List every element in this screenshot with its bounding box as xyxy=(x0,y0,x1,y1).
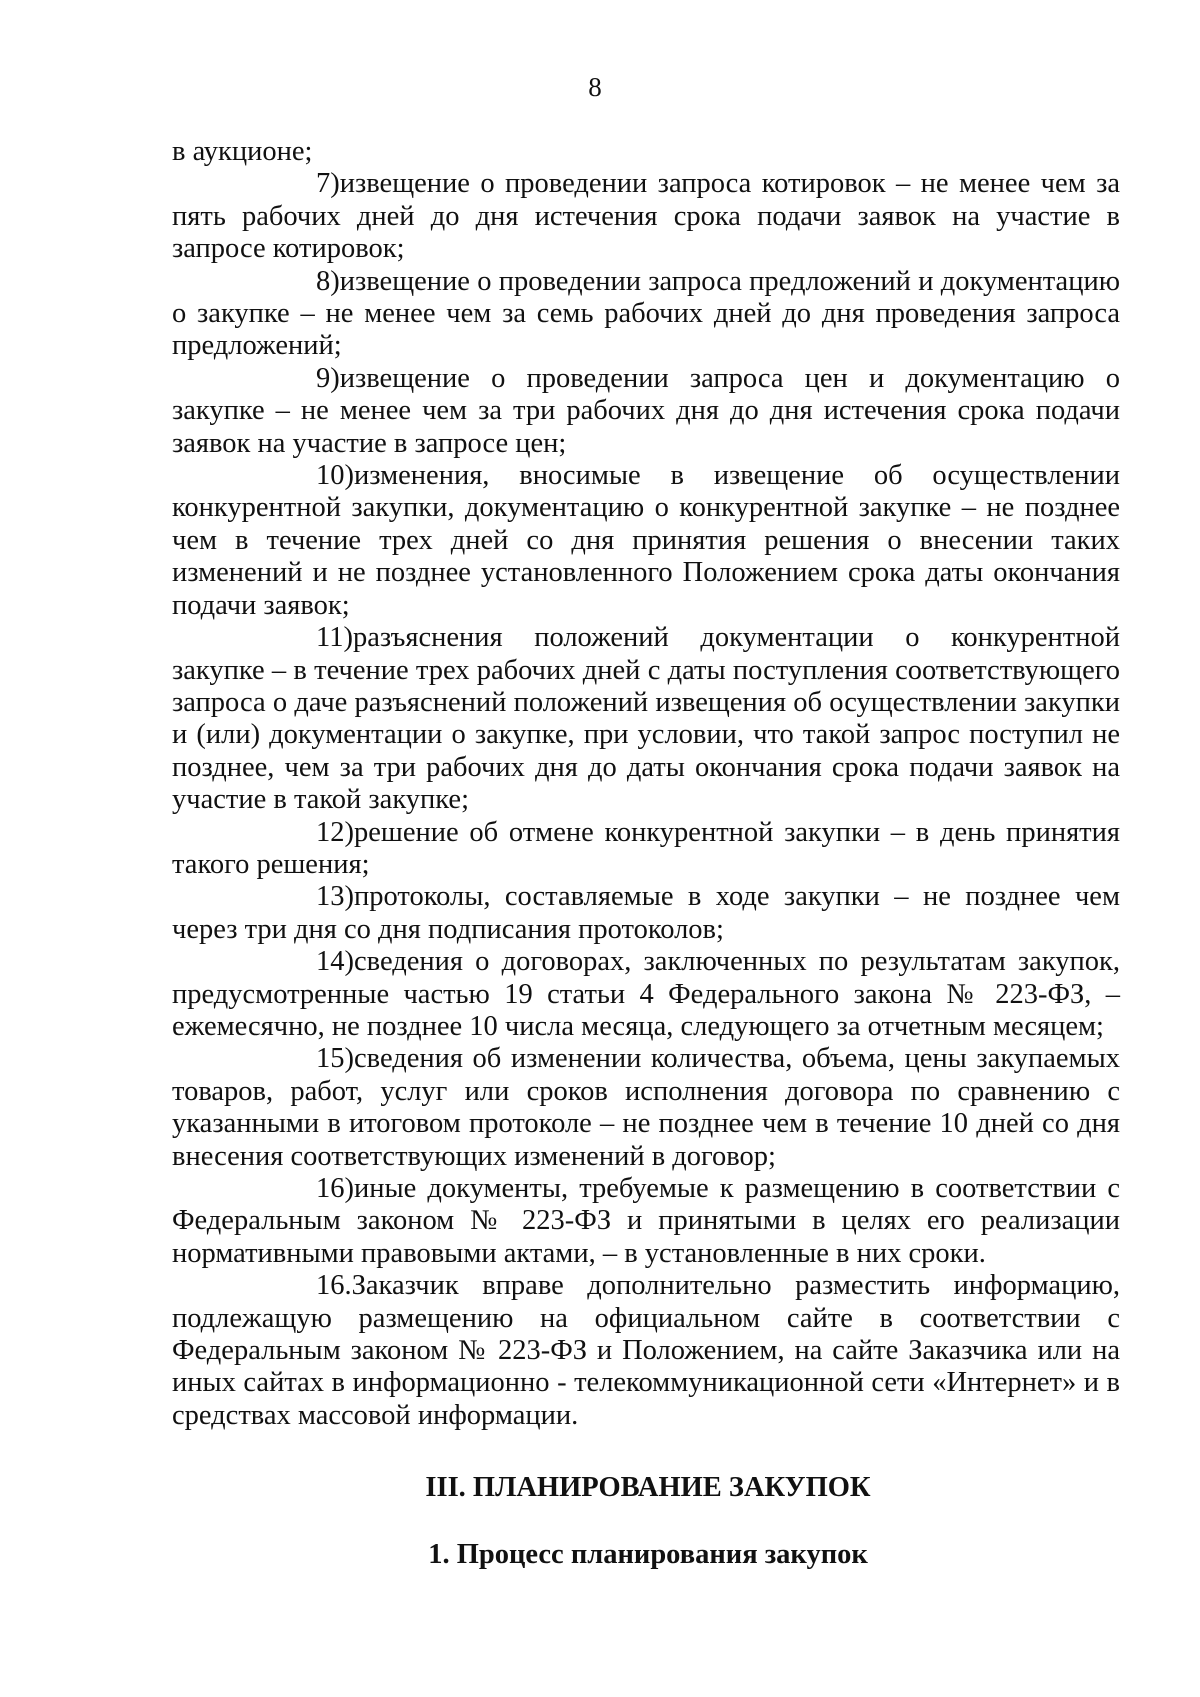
intro-line: в аукционе; xyxy=(172,136,313,167)
section-heading: III. ПЛАНИРОВАНИЕ ЗАКУПОК xyxy=(425,1472,871,1503)
item-text: иные документы, требуемые к размещению в соответствии с Федеральным законом № 223-ФЗ и принятыми в целях его реализации нормативными правовыми актами, – в установленные в них сроки. xyxy=(172,1173,1120,1269)
item-number: 14) xyxy=(316,946,354,978)
clause-number: 16. xyxy=(316,1270,352,1302)
item-number: 12) xyxy=(316,816,354,848)
item-text: решение об отмене конкурентной закупки – в день принятия такого решения; xyxy=(172,816,1120,880)
item-number: 8) xyxy=(316,265,340,297)
list-item xyxy=(172,817,1120,882)
item-text: сведения об изменении количества, объема, цены закупаемых товаров, работ, услуг или сроков исполнения договора по сравнению с указанными в итоговом протоколе – не позднее чем в течение 10 дней со дня внесения соответствующих изменений в договор; xyxy=(172,1043,1120,1172)
body-text xyxy=(172,136,1120,1432)
list-item xyxy=(172,266,1120,363)
list-item xyxy=(172,460,1120,622)
list-item xyxy=(172,363,1120,460)
item-number: 10) xyxy=(316,460,354,492)
item-text: сведения о договорах, заключенных по результатам закупок, предусмотренные частью 19 статьи 4 Федерального закона № 223-ФЗ, – ежемесячно, не позднее 10 числа месяца, следующего за отчетным месяцем; xyxy=(172,946,1120,1042)
item-number: 9) xyxy=(316,362,340,394)
list-item xyxy=(172,168,1120,265)
page-number: 8 xyxy=(588,72,602,102)
item-text: извещение о проведении запроса предложений и документацию о закупке – не менее чем за семь рабочих дней до дня проведения запроса предложений; xyxy=(172,265,1120,362)
clause-text: Заказчик вправе дополнительно разместить информацию, подлежащую размещению на официальном сайте в соответствии с Федеральным законом № 223-ФЗ и Положением, на сайте Заказчика или на иных сайтах в информационно - телекоммуникационной сети «Интернет» и в средствах массовой информации. xyxy=(172,1270,1120,1431)
item-text: протоколы, составляемые в ходе закупки – не позднее чем через три дня со дня подписания протоколов; xyxy=(172,881,1120,945)
item-number: 16) xyxy=(316,1173,354,1204)
list-item xyxy=(172,1173,1120,1270)
list-item xyxy=(172,1043,1120,1173)
list-item xyxy=(172,946,1120,1043)
item-text: изменения, вносимые в извещение об осуществлении конкурентной закупки, документацию о конкурентной закупке – не позднее чем в течение трех дней со дня принятия решения о внесении таких изменений и не позднее установленного Положением срока даты окончания подачи заявок; xyxy=(172,460,1120,621)
item-number: 15) xyxy=(316,1043,354,1075)
item-number: 11) xyxy=(316,622,353,654)
item-text: извещение о проведении запроса котировок – не менее чем за пять рабочих дней до дня истечения срока подачи заявок на участие в запросе котировок; xyxy=(172,168,1120,265)
item-text: извещение о проведении запроса цен и документацию о закупке – не менее чем за три рабочих дня до дня истечения срока подачи заявок на участие в запросе цен; xyxy=(172,362,1120,459)
item-text: разъяснения положений документации о конкурентной закупке – в течение трех рабочих дней с даты поступления соответствующего запроса о даче разъяснений положений извещения об осуществлении закупки и (или) документации о закупке, при условии, что такой запрос поступил не позднее, чем за три рабочих дня до даты окончания срока подачи заявок на участие в такой закупке; xyxy=(172,622,1120,816)
item-number: 7) xyxy=(316,168,340,200)
item-number: 13) xyxy=(316,881,354,913)
clause-paragraph xyxy=(172,1270,1120,1432)
subsection-heading: 1. Процесс планирования закупок xyxy=(428,1539,868,1570)
list-item xyxy=(172,622,1120,816)
list-item xyxy=(172,881,1120,946)
